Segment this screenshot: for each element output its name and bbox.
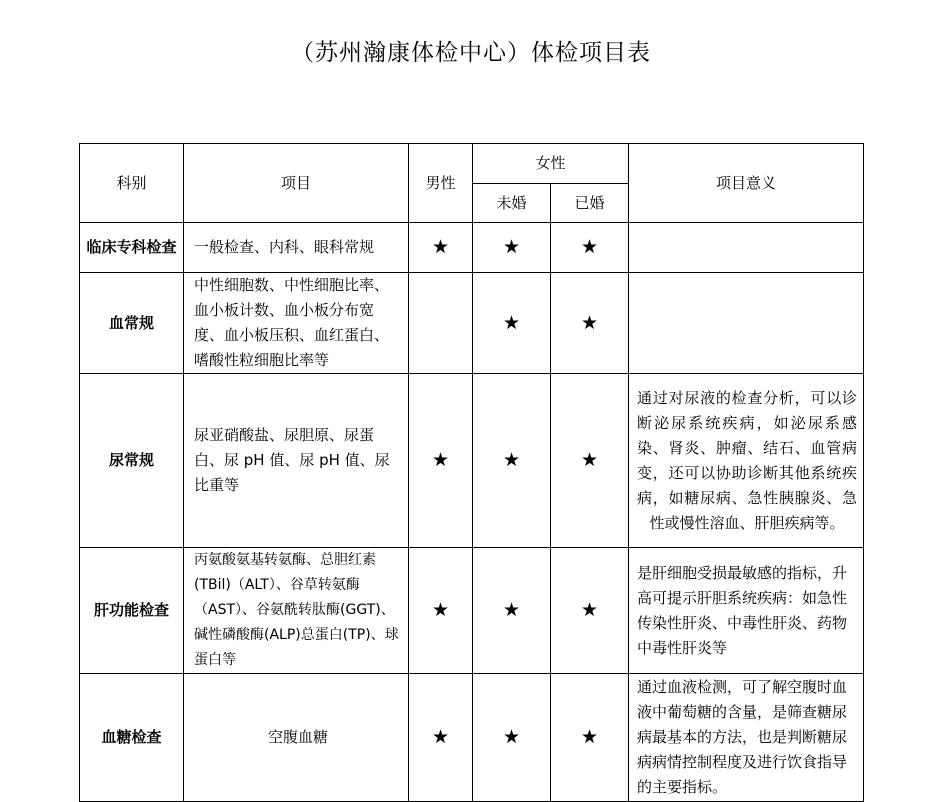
unmarried-star-icon: ★: [473, 374, 551, 548]
married-star-icon: ★: [551, 548, 629, 674]
married-star-icon: ★: [551, 674, 629, 802]
department-cell: 肝功能检查: [80, 548, 184, 674]
married-star-icon: ★: [551, 273, 629, 374]
meaning-cell: [629, 273, 864, 374]
married-star-icon: ★: [551, 223, 629, 273]
table-row: [80, 374, 864, 548]
department-cell: 血常规: [80, 273, 184, 374]
department-cell: 临床专科检查: [80, 223, 184, 273]
unmarried-star-icon: ★: [473, 548, 551, 674]
unmarried-star-icon: ★: [473, 223, 551, 273]
male-star-icon: ★: [409, 674, 473, 802]
department-cell: 血糖检查: [80, 674, 184, 802]
header-male: 男性: [409, 144, 473, 223]
unmarried-star-icon: ★: [473, 674, 551, 802]
items-cell: 尿亚硝酸盐、尿胆原、尿蛋白、尿 pH 值、尿 pH 值、尿比重等: [184, 374, 409, 548]
header-item: 项目: [184, 144, 409, 223]
exam-items-table: [79, 143, 864, 802]
department-cell: 尿常规: [80, 374, 184, 548]
male-star-icon: ★: [409, 223, 473, 273]
header-department: 科别: [80, 144, 184, 223]
meaning-cell: 通过对尿液的检查分析，可以诊断泌尿系统疾病，如泌尿系感染、肾炎、肿瘤、结石、血管病变，还可以协助诊断其他系统疾病，如糖尿病、急性胰腺炎、急性或慢性溶血、肝胆疾病等。: [629, 374, 864, 548]
page-title: （苏州瀚康体检中心）体检项目表: [291, 40, 651, 66]
table-header-row: [80, 144, 864, 184]
header-unmarried: 未婚: [473, 184, 551, 223]
table-row: [80, 548, 864, 674]
items-cell: 丙氨酸氨基转氨酶、总胆红素(TBil)（ALT）、谷草转氨酶（AST）、谷氨酰转肽酶(GGT)、碱性磷酸酶(ALP)总蛋白(TP)、球蛋白等: [184, 548, 409, 674]
meaning-cell: 是肝细胞受损最敏感的指标，升高可提示肝胆系统疾病：如急性传染性肝炎、中毒性肝炎、药物中毒性肝炎等: [629, 548, 864, 674]
header-married: 已婚: [551, 184, 629, 223]
meaning-cell: 通过血液检测，可了解空腹时血液中葡萄糖的含量，是筛查糖尿病最基本的方法，也是判断糖尿病病情控制程度及进行饮食指导的主要指标。: [629, 674, 864, 802]
table-row: [80, 223, 864, 273]
table-row: [80, 674, 864, 802]
items-cell: 空腹血糖: [184, 674, 409, 802]
male-star-icon: [409, 273, 473, 374]
male-star-icon: ★: [409, 374, 473, 548]
items-cell: 中性细胞数、中性细胞比率、血小板计数、血小板分布宽度、血小板压积、血红蛋白、嗜酸性粒细胞比率等: [184, 273, 409, 374]
meaning-cell: [629, 223, 864, 273]
unmarried-star-icon: ★: [473, 273, 551, 374]
header-meaning: 项目意义: [629, 144, 864, 223]
male-star-icon: ★: [409, 548, 473, 674]
items-cell: 一般检查、内科、眼科常规: [184, 223, 409, 273]
married-star-icon: ★: [551, 374, 629, 548]
header-female: 女性: [473, 144, 629, 184]
table-row: [80, 273, 864, 374]
